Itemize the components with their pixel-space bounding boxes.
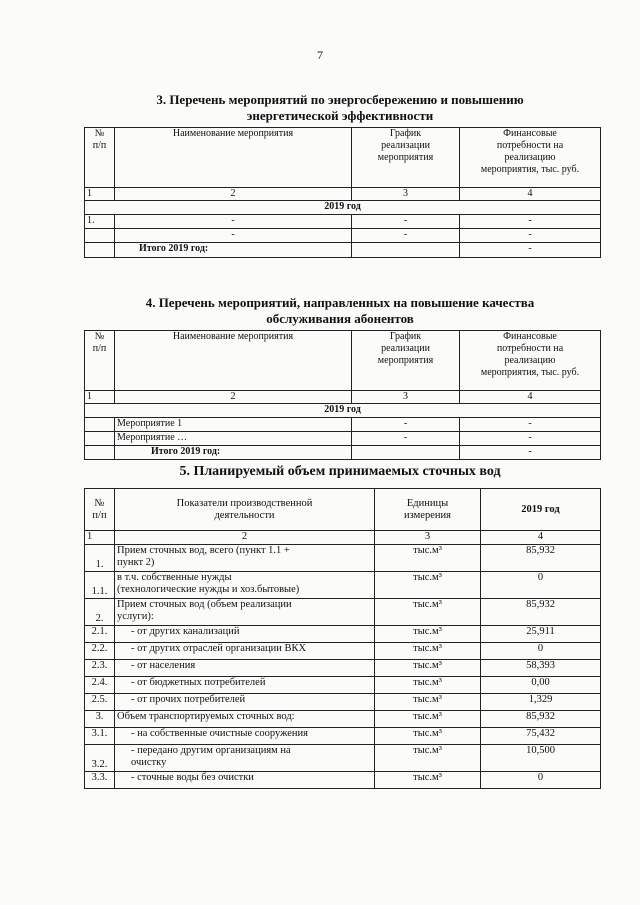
section5-index-cell: 2: [115, 531, 375, 545]
section5-header-num: № п/п: [85, 489, 115, 531]
section3-index-cell: 1: [85, 188, 115, 201]
row-value: 0: [481, 643, 601, 660]
section3-index-cell: 3: [352, 188, 460, 201]
row-num: [85, 432, 115, 446]
section5-header-year: 2019 год: [481, 489, 601, 531]
row-unit: тыс.м³: [375, 677, 481, 694]
section4-title: [80, 295, 600, 327]
row-value: 0: [481, 572, 601, 599]
section5-index-cell: 1: [85, 531, 115, 545]
row-unit: тыс.м³: [375, 728, 481, 745]
section4-header-num: № п/п: [85, 331, 115, 391]
section4-total-label: Итого 2019 год:: [115, 446, 352, 460]
section3-index-cell: 4: [460, 188, 601, 201]
section3-year-row: [85, 201, 601, 215]
row-num: 3.2.: [85, 745, 115, 772]
section5-table: [84, 488, 601, 789]
row-name: Прием сточных вод (объем реализации услуги):: [115, 599, 375, 626]
section3-index-row: [85, 188, 601, 201]
row-value: 75,432: [481, 728, 601, 745]
table-row: [85, 626, 601, 643]
section4-header-schedule: График реализации мероприятия: [352, 331, 460, 391]
section3-title-line2: энергетической эффективности: [246, 108, 434, 123]
section3-header-schedule: График реализации мероприятия: [352, 128, 460, 188]
row-num: 3.3.: [85, 772, 115, 789]
row-num: 3.: [85, 711, 115, 728]
row-finance: -: [460, 432, 601, 446]
table-row: [85, 418, 601, 432]
row-name: - передано другим организациям на очистку: [115, 745, 375, 772]
section5-title: 5. Планируемый объем принимаемых сточных вод: [179, 464, 501, 479]
section4-index-cell: 2: [115, 391, 352, 404]
section4-title-line1: 4. Перечень мероприятий, направленных на повышение качества: [145, 295, 535, 310]
section4-year-row: [85, 404, 601, 418]
table-row: [85, 745, 601, 772]
table-row: [85, 711, 601, 728]
table-row: [85, 643, 601, 660]
section3-index-cell: 2: [115, 188, 352, 201]
table-row: [85, 772, 601, 789]
section4-index-cell: 1: [85, 391, 115, 404]
row-num: [85, 229, 115, 243]
section5-index-row: [85, 531, 601, 545]
row-name: -: [115, 229, 352, 243]
section4-index-cell: 4: [460, 391, 601, 404]
section3-year-label: 2019 год: [85, 201, 601, 215]
section4-total-row: [85, 446, 601, 460]
row-num: 1.: [85, 215, 115, 229]
row-name: Прием сточных вод, всего (пункт 1.1 + пункт 2): [115, 545, 375, 572]
row-name: - от других отраслей организации ВКХ: [115, 643, 375, 660]
section4-year-label: 2019 год: [85, 404, 601, 418]
empty-cell: [352, 243, 460, 258]
row-num: 2.5.: [85, 694, 115, 711]
row-num: 1.: [85, 545, 115, 572]
section3-table: [84, 127, 601, 258]
table-row: [85, 432, 601, 446]
row-value: 10,500: [481, 745, 601, 772]
row-name: в т.ч. собственные нужды (технологические нужды и хоз.бытовые): [115, 572, 375, 599]
row-unit: тыс.м³: [375, 660, 481, 677]
row-num: 2.4.: [85, 677, 115, 694]
table-row: [85, 660, 601, 677]
section3-header-num: № п/п: [85, 128, 115, 188]
row-finance: -: [460, 418, 601, 432]
section4-header-finance: Финансовые потребности на реализацию мероприятия, тыс. руб.: [460, 331, 601, 391]
row-value: 85,932: [481, 599, 601, 626]
table-row: [85, 694, 601, 711]
empty-cell: [85, 243, 115, 258]
row-name: - от прочих потребителей: [115, 694, 375, 711]
row-unit: тыс.м³: [375, 745, 481, 772]
row-unit: тыс.м³: [375, 626, 481, 643]
section4-total-value: -: [460, 446, 601, 460]
row-num: 1.1.: [85, 572, 115, 599]
row-num: [85, 418, 115, 432]
section5-index-cell: 4: [481, 531, 601, 545]
row-schedule: -: [352, 418, 460, 432]
row-num: 2.1.: [85, 626, 115, 643]
row-value: 58,393: [481, 660, 601, 677]
row-name: - от населения: [115, 660, 375, 677]
empty-cell: [85, 446, 115, 460]
row-unit: тыс.м³: [375, 772, 481, 789]
section5-header-unit: Единицы измерения: [375, 489, 481, 531]
row-num: 3.1.: [85, 728, 115, 745]
row-finance: -: [460, 215, 601, 229]
section5-index-cell: 3: [375, 531, 481, 545]
row-unit: тыс.м³: [375, 599, 481, 626]
row-schedule: -: [352, 229, 460, 243]
row-unit: тыс.м³: [375, 711, 481, 728]
section4-index-row: [85, 391, 601, 404]
section4-table: [84, 330, 601, 460]
section5-header-row: [85, 489, 601, 531]
row-unit: тыс.м³: [375, 643, 481, 660]
row-name: -: [115, 215, 352, 229]
row-value: 0,00: [481, 677, 601, 694]
row-num: 2.3.: [85, 660, 115, 677]
section4-header-name: Наименование мероприятия: [115, 331, 352, 391]
row-name: - от бюджетных потребителей: [115, 677, 375, 694]
row-name: Мероприятие 1: [115, 418, 352, 432]
row-value: 1,329: [481, 694, 601, 711]
row-unit: тыс.м³: [375, 694, 481, 711]
row-unit: тыс.м³: [375, 572, 481, 599]
section4-header-row: [85, 331, 601, 391]
table-row: [85, 728, 601, 745]
section4-title-line2: обслуживания абонентов: [266, 311, 414, 326]
row-name: Объем транспортируемых сточных вод:: [115, 711, 375, 728]
section3-header-finance: Финансовые потребности на реализацию мероприятия, тыс. руб.: [460, 128, 601, 188]
row-num: 2.2.: [85, 643, 115, 660]
section3-total-row: [85, 243, 601, 258]
row-name: - на собственные очистные сооружения: [115, 728, 375, 745]
section3-title: [80, 92, 600, 124]
row-name: Мероприятие …: [115, 432, 352, 446]
page-number: 7: [317, 48, 323, 62]
table-row: [85, 215, 601, 229]
table-row: [85, 545, 601, 572]
row-value: 85,932: [481, 711, 601, 728]
section3-header-row: [85, 128, 601, 188]
section3-title-line1: 3. Перечень мероприятий по энергосбережению и повышению: [156, 92, 524, 107]
row-value: 85,932: [481, 545, 601, 572]
section3-total-value: -: [460, 243, 601, 258]
row-schedule: -: [352, 432, 460, 446]
row-name: - сточные воды без очистки: [115, 772, 375, 789]
row-name: - от других канализаций: [115, 626, 375, 643]
table-row: [85, 229, 601, 243]
table-row: [85, 572, 601, 599]
section3-header-name: Наименование мероприятия: [115, 128, 352, 188]
row-unit: тыс.м³: [375, 545, 481, 572]
section4-index-cell: 3: [352, 391, 460, 404]
row-value: 25,911: [481, 626, 601, 643]
section3-total-label: Итого 2019 год:: [115, 243, 352, 258]
table-row: [85, 677, 601, 694]
section5-header-indicator: Показатели производственной деятельности: [115, 489, 375, 531]
row-finance: -: [460, 229, 601, 243]
row-schedule: -: [352, 215, 460, 229]
table-row: [85, 599, 601, 626]
row-num: 2.: [85, 599, 115, 626]
empty-cell: [352, 446, 460, 460]
row-value: 0: [481, 772, 601, 789]
